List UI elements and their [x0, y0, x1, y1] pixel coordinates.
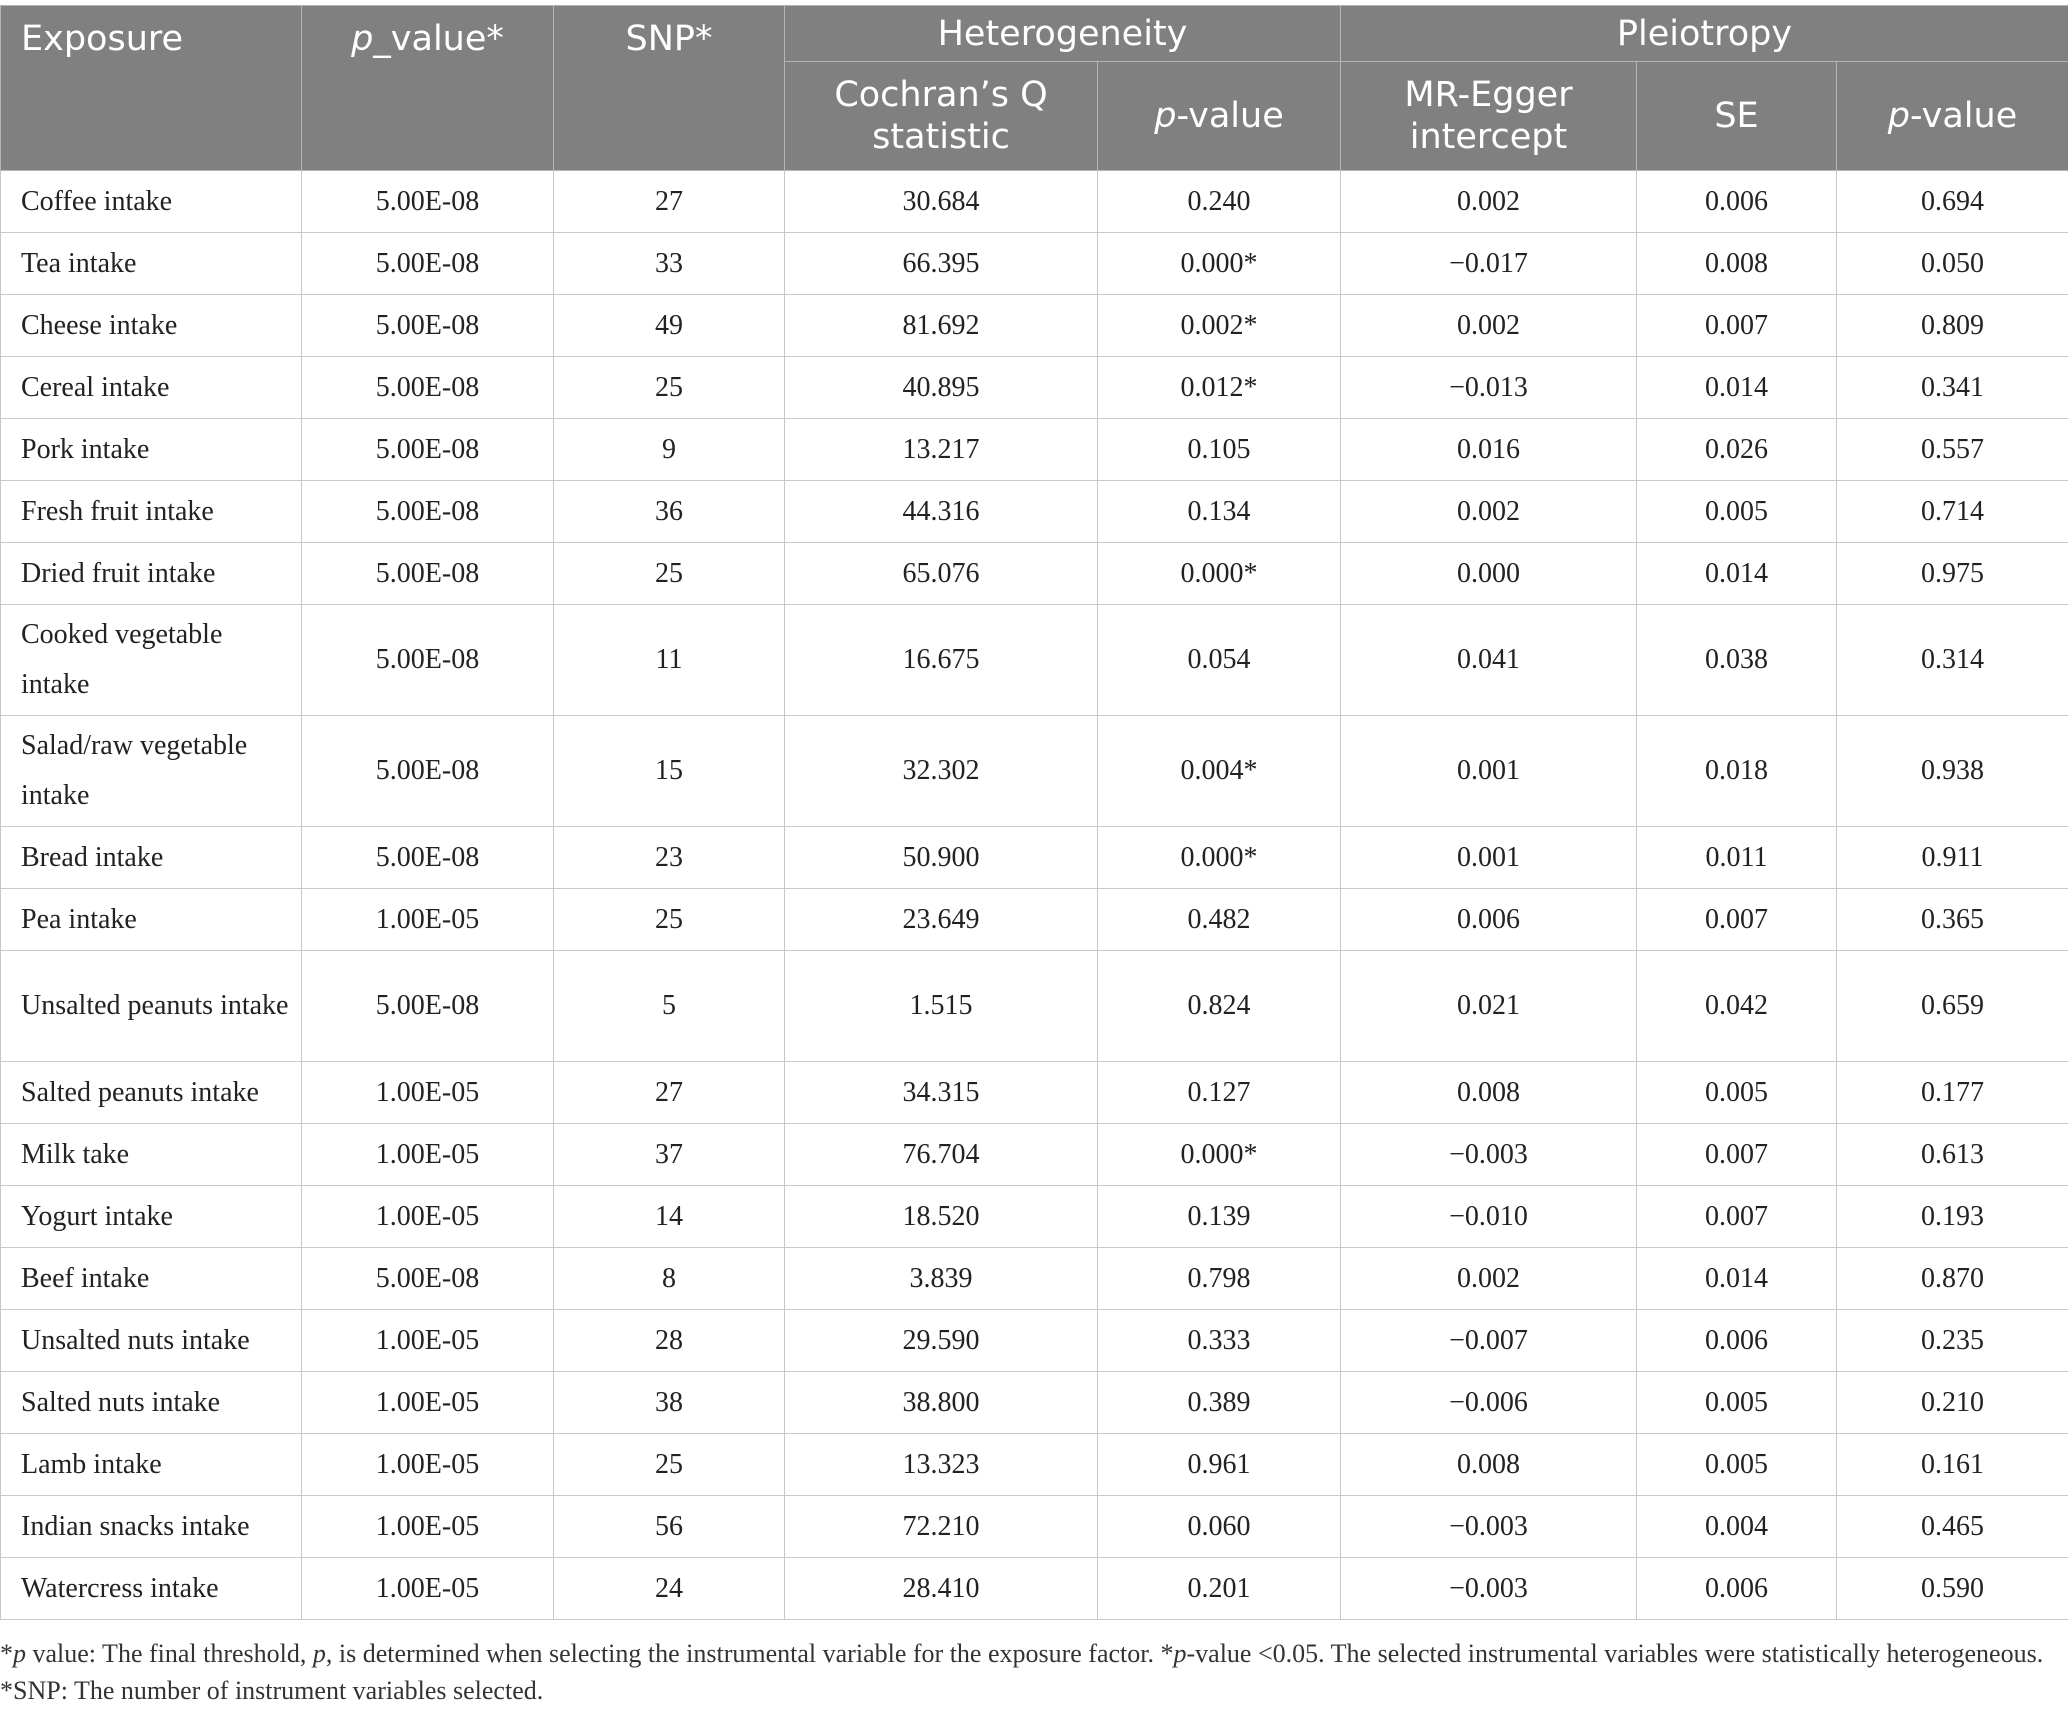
cell-mr-egger-intercept: −0.003 [1341, 1558, 1637, 1620]
cell-p-value: 1.00E-05 [302, 1062, 554, 1124]
table-row [1, 233, 2068, 295]
cell-exposure: Lamb intake [1, 1434, 302, 1496]
cell-cochran-q: 76.704 [785, 1124, 1098, 1186]
cell-mr-egger-intercept: 0.002 [1341, 171, 1637, 233]
cell-exposure: Cereal intake [1, 357, 302, 419]
cell-mr-egger-intercept: −0.003 [1341, 1124, 1637, 1186]
header-pleio-p-value [1837, 62, 2068, 171]
cell-het-p-value: 0.012* [1098, 357, 1341, 419]
cell-se: 0.026 [1637, 419, 1837, 481]
table-row [1, 1372, 2068, 1434]
cell-exposure: Salted peanuts intake [1, 1062, 302, 1124]
cell-mr-egger-intercept: −0.007 [1341, 1310, 1637, 1372]
cell-se: 0.014 [1637, 543, 1837, 605]
cell-exposure: Milk take [1, 1124, 302, 1186]
cell-het-p-value: 0.127 [1098, 1062, 1341, 1124]
table-row [1, 1310, 2068, 1372]
cell-p-value: 1.00E-05 [302, 1558, 554, 1620]
cell-snp: 38 [554, 1372, 785, 1434]
cell-p-value: 1.00E-05 [302, 889, 554, 951]
cell-se: 0.011 [1637, 827, 1837, 889]
cell-exposure: Yogurt intake [1, 1186, 302, 1248]
cell-mr-egger-intercept: 0.000 [1341, 543, 1637, 605]
cell-het-p-value: 0.000* [1098, 233, 1341, 295]
cell-het-p-value: 0.060 [1098, 1496, 1341, 1558]
cell-pleio-p-value: 0.557 [1837, 419, 2068, 481]
cell-pleio-p-value: 0.975 [1837, 543, 2068, 605]
cell-pleio-p-value: 0.911 [1837, 827, 2068, 889]
cell-pleio-p-value: 0.341 [1837, 357, 2068, 419]
cell-cochran-q: 40.895 [785, 357, 1098, 419]
table-row [1, 1496, 2068, 1558]
table-row [1, 1186, 2068, 1248]
cell-exposure: Bread intake [1, 827, 302, 889]
cell-exposure: Cooked vegetable intake [1, 605, 302, 716]
header-se: SE [1637, 62, 1837, 171]
cell-cochran-q: 72.210 [785, 1496, 1098, 1558]
cell-pleio-p-value: 0.177 [1837, 1062, 2068, 1124]
table-row [1, 357, 2068, 419]
cell-p-value: 5.00E-08 [302, 1248, 554, 1310]
cell-se: 0.005 [1637, 481, 1837, 543]
cell-p-value: 5.00E-08 [302, 543, 554, 605]
cell-pleio-p-value: 0.714 [1837, 481, 2068, 543]
cell-mr-egger-intercept: 0.002 [1341, 1248, 1637, 1310]
cell-p-value: 1.00E-05 [302, 1496, 554, 1558]
cell-snp: 14 [554, 1186, 785, 1248]
cell-het-p-value: 0.054 [1098, 605, 1341, 716]
cell-pleio-p-value: 0.193 [1837, 1186, 2068, 1248]
cell-se: 0.007 [1637, 1186, 1837, 1248]
cell-mr-egger-intercept: 0.021 [1341, 951, 1637, 1062]
cell-pleio-p-value: 0.314 [1837, 605, 2068, 716]
table-footnote [0, 1635, 2050, 1709]
cell-se: 0.014 [1637, 1248, 1837, 1310]
cell-p-value: 1.00E-05 [302, 1434, 554, 1496]
cell-het-p-value: 0.000* [1098, 1124, 1341, 1186]
cell-het-p-value: 0.824 [1098, 951, 1341, 1062]
cell-het-p-value: 0.134 [1098, 481, 1341, 543]
cell-pleio-p-value: 0.613 [1837, 1124, 2068, 1186]
table-row [1, 543, 2068, 605]
header-mr-egger-intercept: MR-Egger intercept [1341, 62, 1637, 171]
cell-cochran-q: 32.302 [785, 716, 1098, 827]
cell-mr-egger-intercept: 0.002 [1341, 295, 1637, 357]
cell-exposure: Unsalted peanuts intake [1, 951, 302, 1062]
cell-het-p-value: 0.333 [1098, 1310, 1341, 1372]
cell-mr-egger-intercept: 0.041 [1341, 605, 1637, 716]
cell-p-value: 5.00E-08 [302, 716, 554, 827]
cell-pleio-p-value: 0.938 [1837, 716, 2068, 827]
cell-cochran-q: 66.395 [785, 233, 1098, 295]
cell-p-value: 5.00E-08 [302, 827, 554, 889]
cell-p-value: 5.00E-08 [302, 295, 554, 357]
cell-cochran-q: 23.649 [785, 889, 1098, 951]
table-row [1, 1248, 2068, 1310]
header-pleio-p-italic: p [1887, 96, 1910, 136]
cell-mr-egger-intercept: 0.016 [1341, 419, 1637, 481]
table-row [1, 1124, 2068, 1186]
cell-pleio-p-value: 0.050 [1837, 233, 2068, 295]
cell-se: 0.004 [1637, 1496, 1837, 1558]
cell-het-p-value: 0.961 [1098, 1434, 1341, 1496]
cell-snp: 28 [554, 1310, 785, 1372]
cell-het-p-value: 0.798 [1098, 1248, 1341, 1310]
table-row [1, 716, 2068, 827]
cell-pleio-p-value: 0.365 [1837, 889, 2068, 951]
cell-p-value: 5.00E-08 [302, 951, 554, 1062]
cell-cochran-q: 50.900 [785, 827, 1098, 889]
cell-p-value: 5.00E-08 [302, 171, 554, 233]
cell-mr-egger-intercept: −0.006 [1341, 1372, 1637, 1434]
cell-exposure: Pea intake [1, 889, 302, 951]
cell-mr-egger-intercept: 0.002 [1341, 481, 1637, 543]
cell-se: 0.008 [1637, 233, 1837, 295]
cell-exposure: Dried fruit intake [1, 543, 302, 605]
cell-mr-egger-intercept: 0.008 [1341, 1434, 1637, 1496]
header-pleio-p-rest: -value [1909, 96, 2018, 136]
cell-snp: 24 [554, 1558, 785, 1620]
cell-het-p-value: 0.004* [1098, 716, 1341, 827]
cell-snp: 15 [554, 716, 785, 827]
cell-exposure: Coffee intake [1, 171, 302, 233]
header-snp: SNP* [554, 6, 785, 171]
cell-cochran-q: 16.675 [785, 605, 1098, 716]
cell-p-value: 1.00E-05 [302, 1186, 554, 1248]
cell-mr-egger-intercept: 0.006 [1341, 889, 1637, 951]
table-row [1, 1062, 2068, 1124]
cell-p-value: 5.00E-08 [302, 605, 554, 716]
cell-exposure: Indian snacks intake [1, 1496, 302, 1558]
cell-p-value: 5.00E-08 [302, 233, 554, 295]
cell-cochran-q: 30.684 [785, 171, 1098, 233]
cell-cochran-q: 38.800 [785, 1372, 1098, 1434]
table-row [1, 827, 2068, 889]
cell-exposure: Salted nuts intake [1, 1372, 302, 1434]
header-p-value-italic: p [351, 19, 374, 59]
cell-cochran-q: 44.316 [785, 481, 1098, 543]
cell-exposure: Cheese intake [1, 295, 302, 357]
cell-p-value: 5.00E-08 [302, 357, 554, 419]
cell-se: 0.005 [1637, 1434, 1837, 1496]
cell-cochran-q: 29.590 [785, 1310, 1098, 1372]
cell-snp: 27 [554, 1062, 785, 1124]
cell-se: 0.007 [1637, 889, 1837, 951]
cell-pleio-p-value: 0.465 [1837, 1496, 2068, 1558]
footnote-text-2: , is determined when selecting the instrumental variable for the exposure factor. * [325, 1639, 1174, 1668]
cell-het-p-value: 0.389 [1098, 1372, 1341, 1434]
cell-se: 0.038 [1637, 605, 1837, 716]
cell-se: 0.006 [1637, 1310, 1837, 1372]
cell-snp: 37 [554, 1124, 785, 1186]
cell-cochran-q: 1.515 [785, 951, 1098, 1062]
cell-snp: 8 [554, 1248, 785, 1310]
cell-het-p-value: 0.002* [1098, 295, 1341, 357]
header-heterogeneity: Heterogeneity [785, 6, 1341, 62]
table-body [1, 171, 2068, 1620]
footnote-text-3: -value <0.05. The selected instrumental variables were statistically heterogeneous. *SNP: The number of instrument variables selected. [0, 1639, 2044, 1705]
cell-cochran-q: 81.692 [785, 295, 1098, 357]
cell-se: 0.006 [1637, 171, 1837, 233]
table-row [1, 889, 2068, 951]
cell-mr-egger-intercept: 0.001 [1341, 827, 1637, 889]
cell-exposure: Salad/raw vegetable intake [1, 716, 302, 827]
footnote-star: * [0, 1639, 13, 1668]
cell-het-p-value: 0.000* [1098, 827, 1341, 889]
cell-pleio-p-value: 0.235 [1837, 1310, 2068, 1372]
cell-exposure: Beef intake [1, 1248, 302, 1310]
cell-exposure: Watercress intake [1, 1558, 302, 1620]
footnote-p-1: p [13, 1639, 26, 1668]
cell-het-p-value: 0.105 [1098, 419, 1341, 481]
cell-p-value: 1.00E-05 [302, 1372, 554, 1434]
cell-mr-egger-intercept: 0.001 [1341, 716, 1637, 827]
cell-het-p-value: 0.240 [1098, 171, 1341, 233]
cell-se: 0.007 [1637, 295, 1837, 357]
table-row [1, 1434, 2068, 1496]
cell-se: 0.007 [1637, 1124, 1837, 1186]
cell-snp: 27 [554, 171, 785, 233]
cell-se: 0.018 [1637, 716, 1837, 827]
cell-cochran-q: 18.520 [785, 1186, 1098, 1248]
cell-het-p-value: 0.482 [1098, 889, 1341, 951]
cell-se: 0.014 [1637, 357, 1837, 419]
cell-cochran-q: 3.839 [785, 1248, 1098, 1310]
footnote-text-1: value: The final threshold, [26, 1639, 313, 1668]
cell-snp: 11 [554, 605, 785, 716]
table-row [1, 419, 2068, 481]
cell-p-value: 5.00E-08 [302, 419, 554, 481]
header-p-value-rest: _value* [373, 19, 504, 59]
header-het-p-italic: p [1154, 96, 1177, 136]
cell-snp: 25 [554, 357, 785, 419]
cell-exposure: Tea intake [1, 233, 302, 295]
cell-snp: 5 [554, 951, 785, 1062]
cell-snp: 56 [554, 1496, 785, 1558]
table-row [1, 1558, 2068, 1620]
cell-cochran-q: 13.217 [785, 419, 1098, 481]
cell-exposure: Fresh fruit intake [1, 481, 302, 543]
cell-se: 0.006 [1637, 1558, 1837, 1620]
table-row [1, 481, 2068, 543]
header-het-p-rest: -value [1176, 96, 1284, 136]
cell-cochran-q: 13.323 [785, 1434, 1098, 1496]
cell-snp: 9 [554, 419, 785, 481]
cell-pleio-p-value: 0.659 [1837, 951, 2068, 1062]
cell-pleio-p-value: 0.870 [1837, 1248, 2068, 1310]
cell-se: 0.005 [1637, 1062, 1837, 1124]
cell-mr-egger-intercept: −0.003 [1341, 1496, 1637, 1558]
cell-exposure: Pork intake [1, 419, 302, 481]
header-row-1 [1, 6, 2068, 62]
cell-exposure: Unsalted nuts intake [1, 1310, 302, 1372]
cell-het-p-value: 0.139 [1098, 1186, 1341, 1248]
cell-mr-egger-intercept: −0.010 [1341, 1186, 1637, 1248]
cell-p-value: 1.00E-05 [302, 1310, 554, 1372]
table-row [1, 171, 2068, 233]
cell-p-value: 1.00E-05 [302, 1124, 554, 1186]
cell-mr-egger-intercept: −0.013 [1341, 357, 1637, 419]
cell-cochran-q: 28.410 [785, 1558, 1098, 1620]
cell-pleio-p-value: 0.809 [1837, 295, 2068, 357]
cell-se: 0.005 [1637, 1372, 1837, 1434]
header-pleiotropy: Pleiotropy [1341, 6, 2068, 62]
cell-se: 0.042 [1637, 951, 1837, 1062]
cell-snp: 49 [554, 295, 785, 357]
cell-snp: 25 [554, 889, 785, 951]
header-het-p-value [1098, 62, 1341, 171]
table-row [1, 951, 2068, 1062]
header-exposure: Exposure [1, 6, 302, 171]
header-cochran-q: Cochran’s Q statistic [785, 62, 1098, 171]
cell-snp: 33 [554, 233, 785, 295]
cell-p-value: 5.00E-08 [302, 481, 554, 543]
cell-snp: 25 [554, 543, 785, 605]
table-row [1, 295, 2068, 357]
cell-mr-egger-intercept: −0.017 [1341, 233, 1637, 295]
header-p-value [302, 6, 554, 171]
cell-pleio-p-value: 0.590 [1837, 1558, 2068, 1620]
cell-cochran-q: 65.076 [785, 543, 1098, 605]
cell-snp: 36 [554, 481, 785, 543]
cell-pleio-p-value: 0.161 [1837, 1434, 2068, 1496]
cell-snp: 23 [554, 827, 785, 889]
table-row [1, 605, 2068, 716]
cell-snp: 25 [554, 1434, 785, 1496]
cell-pleio-p-value: 0.210 [1837, 1372, 2068, 1434]
cell-pleio-p-value: 0.694 [1837, 171, 2068, 233]
results-table [0, 5, 2068, 1620]
cell-mr-egger-intercept: 0.008 [1341, 1062, 1637, 1124]
cell-het-p-value: 0.201 [1098, 1558, 1341, 1620]
cell-cochran-q: 34.315 [785, 1062, 1098, 1124]
cell-het-p-value: 0.000* [1098, 543, 1341, 605]
footnote-p-3: p [1173, 1639, 1187, 1668]
footnote-p-2: p [312, 1639, 326, 1668]
